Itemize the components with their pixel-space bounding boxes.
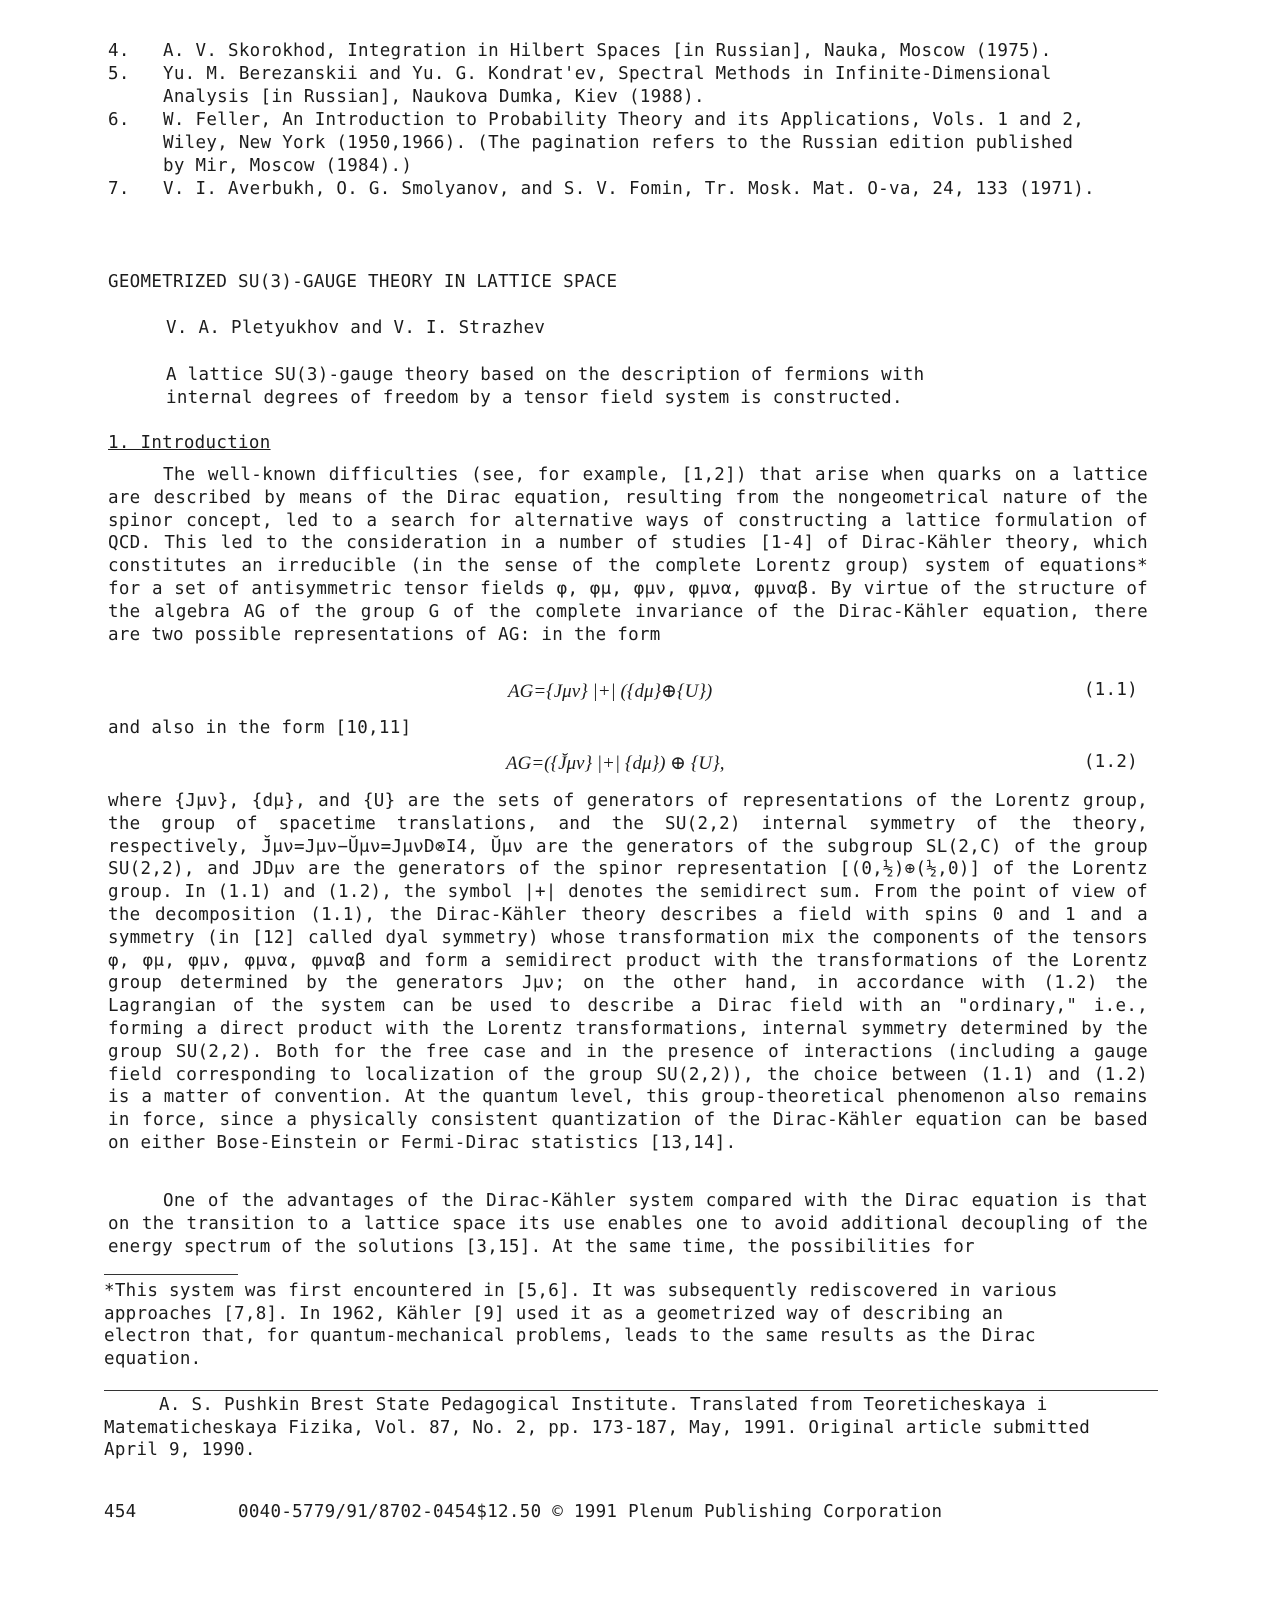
paragraph-decomposition: [108, 790, 1148, 1155]
equation-body: AG=({J̆μν} |+| {dμ}) ⊕ {U},: [506, 753, 725, 774]
section-heading: 1. Introduction: [108, 433, 271, 453]
reference-number: 4.: [108, 41, 130, 61]
reference-text: V. I. Averbukh, O. G. Smolyanov, and S. V. Fomin, Tr. Mosk. Mat. O-va, 24, 133 (1971).: [163, 179, 1095, 199]
paragraph-text: where {Jμν}, {dμ}, and {U} are the sets of generators of representations of the Lorentz group, the group of spacetime translations, and the SU(2,2) internal symmetry of the theory, respectively, J̆μν=Jμν−Ŭμν=JμνD⊗I4, Ŭμν are the generators of the subgroup SL(2,C) of the group SU(2,2), and JDμν are the generators of the spinor representation [(0,½)⊕(½,0)] of the Lorentz group. In (1.1) and (1.2), the symbol |+| denotes the semidirect sum. From the point of view of the decomposition (1.1), the Dirac-Kähler theory describes a field with spins 0 and 1 and a symmetry (in [12] called dyal symmetry) whose transformation mix the components of the tensors φ, φμ, φμν, φμνα, φμναβ and form a semidirect product with the transformations of the Lorentz group determined by the generators Jμν; on the other hand, in accordance with (1.2) the Lagrangian of the system can be used to describe a Dirac field with an "ordinary," i.e., forming a direct product with the Lorentz transformations, internal symmetry determined by the group SU(2,2). Both for the free case and in the presence of interactions (including a gauge field corresponding to localization of the group SU(2,2)), the choice between (1.1) and (1.2) is a matter of convention. At the quantum level, this group-theoretical phenomenon also remains in force, since a physically consistent quantization of the Dirac-Kähler equation can be based on either Bose-Einstein or Fermi-Dirac statistics [13,14].: [108, 791, 1148, 1153]
reference-text: A. V. Skorokhod, Integration in Hilbert Spaces [in Russian], Nauka, Moscow (1975).: [163, 41, 1052, 61]
equation-number: (1.2): [1083, 752, 1138, 772]
reference-item: [108, 109, 1178, 178]
paragraph-advantages: [108, 1190, 1148, 1258]
reference-item: [108, 40, 1178, 63]
reference-number: 7.: [108, 179, 130, 199]
paragraph-text: The well-known difficulties (see, for example, [1,2]) that arise when quarks on a lattice are described by means of the Dirac equation, resulting from the nongeometrical nature of the spinor concept, led to a search for alternative ways of constructing a lattice formulation of QCD. This led to the consideration in a number of studies [1-4] of Dirac-Kähler theory, which constitutes an irreducible (in the sense of the complete Lorentz group) system of equations* for a set of antisymmetric tensor fields φ, φμ, φμν, φμνα, φμναβ. By virtue of the structure of the algebra AG of the group G of the complete invariance of the Dirac-Kähler equation, there are two possible representations of AG: in the form: [108, 465, 1148, 645]
page-number: 454: [104, 1502, 137, 1522]
affiliation-divider: [104, 1390, 1158, 1391]
reference-list: [108, 40, 1178, 201]
footnote: *This system was first encountered in [5,6]. It was subsequently rediscovered in various approaches [7,8]. In 1962, Kähler [9] used it as a geometrized way of describing an electron that, for quantum-mechanical problems, leads to the same results as the Dirac equation.: [104, 1281, 1058, 1369]
article-abstract: A lattice SU(3)-gauge theory based on the description of fermions with internal degrees of freedom by a tensor field system is constructed.: [166, 365, 925, 408]
paragraph-intro: [108, 464, 1148, 646]
reference-item: [108, 178, 1178, 201]
footnote-divider: [104, 1274, 238, 1275]
affiliation-text: A. S. Pushkin Brest State Pedagogical Institute. Translated from Teoreticheskaya i Matematicheskaya Fizika, Vol. 87, No. 2, pp. 173-187, May, 1991. Original article submitted April 9, 1990.: [104, 1395, 1091, 1460]
reference-item: [108, 63, 1178, 109]
paragraph-connector: and also in the form [10,11]: [108, 718, 412, 738]
reference-number: 5.: [108, 64, 130, 84]
affiliation-note: [104, 1394, 1154, 1462]
equation-number: (1.1): [1083, 680, 1138, 700]
reference-text: W. Feller, An Introduction to Probability Theory and its Applications, Vols. 1 and 2, Wiley, New York (1950,1966). (The pagination refers to the Russian edition published by Mir, Moscow (1984).): [163, 110, 1085, 176]
equation-1-1: [108, 680, 1138, 708]
article-authors: V. A. Pletyukhov and V. I. Strazhev: [166, 318, 546, 338]
equation-1-2: [108, 752, 1138, 780]
reference-text: Yu. M. Berezanskii and Yu. G. Kondrat'ev, Spectral Methods in Infinite-Dimensional Analysis [in Russian], Naukova Dumka, Kiev (1988).: [163, 64, 1052, 107]
equation-body: AG={Jμν} |+| ({dμ}⊕{U}): [508, 681, 713, 702]
reference-number: 6.: [108, 110, 130, 130]
paragraph-text: One of the advantages of the Dirac-Kähler system compared with the Dirac equation is that on the transition to a lattice space its use enables one to avoid additional decoupling of the energy spectrum of the solutions [3,15]. At the same time, the possibilities for: [108, 1191, 1148, 1257]
copyright-line: 0040-5779/91/8702-0454$12.50 © 1991 Plenum Publishing Corporation: [238, 1502, 943, 1522]
article-title: GEOMETRIZED SU(3)-GAUGE THEORY IN LATTICE SPACE: [108, 272, 618, 292]
